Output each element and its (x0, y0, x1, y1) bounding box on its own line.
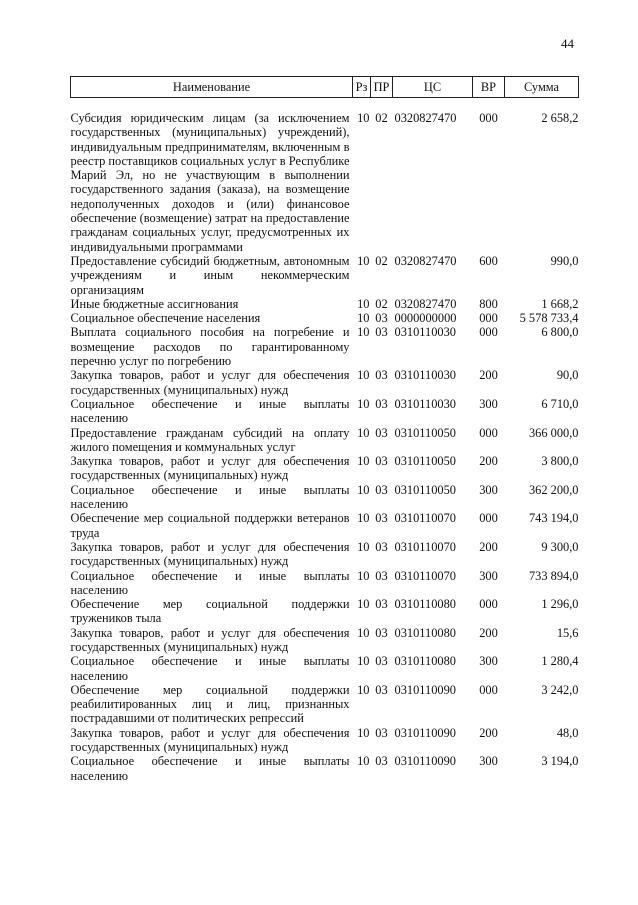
row-sum: 1 280,4 (541, 654, 579, 669)
row-vr: 000 (479, 425, 498, 440)
row-cs: 0310110030 (394, 368, 456, 383)
row-name: Закупка товаров, работ и услуг для обеспечения государственных (муниципальных) нужд (70, 625, 350, 654)
row-name: Обеспечение мер социальной поддержки ветеранов труда (70, 511, 350, 540)
row-vr: 000 (479, 311, 498, 326)
row-pr: 03 (375, 311, 388, 326)
row-vr: 000 (479, 682, 498, 697)
row-pr: 03 (375, 754, 388, 769)
row-rz: 10 (357, 311, 370, 326)
row-vr: 200 (479, 368, 498, 383)
row-rz: 10 (357, 654, 370, 669)
row-rz: 10 (357, 368, 370, 383)
row-name: Закупка товаров, работ и услуг для обеспечения государственных (муниципальных) нужд (70, 539, 350, 569)
row-pr: 03 (375, 625, 388, 640)
row-cs: 0320827470 (394, 296, 457, 311)
row-sum: 362 200,0 (528, 482, 579, 497)
table-row (71, 368, 579, 397)
row-vr: 000 (479, 111, 498, 125)
row-cs: 0310110090 (394, 725, 456, 740)
header-pr: ПР (371, 77, 393, 98)
row-name: Закупка товаров, работ и услуг для обеспечения государственных (муниципальных) нужд (70, 725, 350, 755)
row-pr: 03 (375, 597, 388, 612)
table-row (71, 311, 579, 325)
table-row (71, 511, 579, 540)
row-sum: 48,0 (556, 725, 579, 740)
row-pr: 03 (375, 568, 388, 583)
row-sum: 990,0 (550, 253, 579, 268)
header-name: Наименование (71, 77, 353, 98)
row-cs: 0310110080 (394, 597, 456, 612)
row-pr: 03 (375, 482, 388, 497)
page-number: 44 (561, 36, 574, 51)
row-name: Закупка товаров, работ и услуг для обеспечения государственных (муниципальных) нужд (70, 368, 350, 397)
header-vr: ВР (473, 77, 505, 98)
row-vr: 200 (479, 454, 498, 469)
row-rz: 10 (357, 253, 370, 268)
row-sum: 1 296,0 (541, 597, 579, 612)
row-vr: 600 (479, 253, 498, 268)
row-sum: 5 578 733,4 (519, 311, 579, 326)
header-rz: Рз (353, 77, 371, 98)
row-name: Обеспечение мер социальной поддержки реабилитированных лиц и лиц, признанных пострадавшими от политических репрессий (70, 682, 350, 726)
row-vr: 000 (479, 511, 498, 526)
table-row (71, 754, 579, 783)
row-cs: 0310110070 (394, 568, 456, 583)
row-rz: 10 (357, 568, 370, 583)
row-cs: 0310110070 (394, 511, 456, 526)
row-name: Выплата социального пособия на погребение и возмещение расходов по гарантированному перечню услуг по погребению (70, 325, 350, 369)
row-sum: 733 894,0 (528, 568, 579, 583)
row-sum: 743 194,0 (528, 511, 579, 526)
row-cs: 0310110090 (394, 754, 456, 769)
row-cs: 0310110030 (394, 325, 456, 340)
row-name: Обеспечение мер социальной поддержки тружеников тыла (70, 597, 350, 626)
row-rz: 10 (357, 597, 370, 612)
row-vr: 800 (479, 296, 498, 311)
row-rz: 10 (357, 111, 370, 125)
budget-table (70, 76, 579, 783)
row-vr: 000 (479, 325, 498, 340)
row-cs: 0320827470 (394, 253, 457, 268)
row-sum: 9 300,0 (541, 539, 579, 554)
row-sum: 366 000,0 (528, 425, 579, 440)
row-rz: 10 (357, 396, 370, 411)
row-sum: 3 800,0 (541, 454, 579, 469)
row-cs: 0310110030 (394, 396, 456, 411)
table-body (71, 98, 579, 783)
table-row (71, 297, 579, 311)
row-pr: 03 (375, 325, 388, 340)
table-row (71, 726, 579, 755)
row-rz: 10 (357, 754, 370, 769)
row-vr: 300 (479, 568, 498, 583)
row-pr: 03 (375, 682, 388, 697)
table-row (71, 397, 579, 426)
row-pr: 02 (375, 111, 388, 125)
row-cs: 0310110050 (394, 425, 456, 440)
row-sum: 6 710,0 (541, 396, 579, 411)
row-rz: 10 (357, 454, 370, 469)
row-name: Закупка товаров, работ и услуг для обеспечения государственных (муниципальных) нужд (70, 454, 350, 483)
table-row (71, 98, 579, 254)
row-cs: 0310110050 (394, 482, 456, 497)
row-sum: 1 668,2 (541, 296, 579, 311)
row-pr: 03 (375, 654, 388, 669)
row-rz: 10 (357, 425, 370, 440)
row-name: Предоставление субсидий бюджетным, автономным учреждениям и иным некоммерческим организациям (70, 253, 350, 297)
table-row (71, 325, 579, 368)
row-vr: 300 (479, 482, 498, 497)
row-rz: 10 (357, 325, 370, 340)
row-cs: 0310110090 (394, 682, 456, 697)
row-vr: 000 (479, 597, 498, 612)
table-row (71, 626, 579, 655)
table-row (71, 454, 579, 483)
row-name: Социальное обеспечение и иные выплаты населению (70, 654, 350, 683)
table-row (71, 569, 579, 598)
table-row (71, 426, 579, 455)
row-cs: 0310110050 (394, 454, 456, 469)
row-name: Социальное обеспечение и иные выплаты населению (70, 568, 350, 597)
header-cs: ЦС (393, 77, 473, 98)
row-pr: 03 (375, 539, 388, 554)
row-name: Социальное обеспечение и иные выплаты населению (70, 482, 350, 512)
row-cs: 0000000000 (394, 311, 457, 326)
row-cs: 0310110080 (394, 654, 456, 669)
row-sum: 3 194,0 (541, 754, 579, 769)
row-rz: 10 (357, 296, 370, 311)
row-sum: 2 658,2 (541, 111, 579, 125)
row-cs: 0310110070 (394, 539, 456, 554)
row-vr: 300 (479, 754, 498, 769)
table-row (71, 540, 579, 569)
row-vr: 200 (479, 725, 498, 740)
row-rz: 10 (357, 625, 370, 640)
row-name: Социальное обеспечение населения (70, 311, 261, 326)
header-sum: Сумма (505, 77, 579, 98)
table-row (71, 483, 579, 512)
row-cs: 0310110080 (394, 625, 456, 640)
row-pr: 03 (375, 396, 388, 411)
row-pr: 02 (375, 253, 388, 268)
row-rz: 10 (357, 725, 370, 740)
row-sum: 3 242,0 (541, 682, 579, 697)
row-rz: 10 (357, 539, 370, 554)
row-pr: 03 (375, 725, 388, 740)
row-pr: 03 (375, 454, 388, 469)
table-row (71, 683, 579, 726)
table-row (71, 654, 579, 683)
row-rz: 10 (357, 482, 370, 497)
row-vr: 200 (479, 539, 498, 554)
row-sum: 90,0 (556, 368, 579, 383)
row-name: Субсидия юридическим лицам (за исключением государственных (муниципальных) учреждений), индивидуальным предпринимателям, включенным в реестр поставщиков социальных услуг в Республике Марий Эл, но не участвующим в выполнении государственного задания (заказа), на возмещение недополученных доходов и (или) финансовое обеспечение (возмещение) затрат на предоставление гражданам социальных услуг, предусмотренных их индивидуальными программами (70, 111, 350, 254)
table-row (71, 597, 579, 626)
row-pr: 03 (375, 511, 388, 526)
row-pr: 02 (375, 296, 388, 311)
row-rz: 10 (357, 511, 370, 526)
row-cs: 0320827470 (394, 111, 457, 125)
row-vr: 200 (479, 625, 498, 640)
row-name: Социальное обеспечение и иные выплаты населению (70, 396, 350, 426)
row-name: Социальное обеспечение и иные выплаты населению (70, 754, 350, 783)
row-vr: 300 (479, 654, 498, 669)
row-sum: 15,6 (556, 625, 579, 640)
table-row (71, 254, 579, 297)
row-name: Предоставление гражданам субсидий на оплату жилого помещения и коммунальных услуг (70, 425, 350, 454)
table-header (71, 77, 579, 98)
row-vr: 300 (479, 396, 498, 411)
row-pr: 03 (375, 425, 388, 440)
row-name: Иные бюджетные ассигнования (70, 296, 239, 311)
row-pr: 03 (375, 368, 388, 383)
row-rz: 10 (357, 682, 370, 697)
row-sum: 6 800,0 (541, 325, 579, 340)
